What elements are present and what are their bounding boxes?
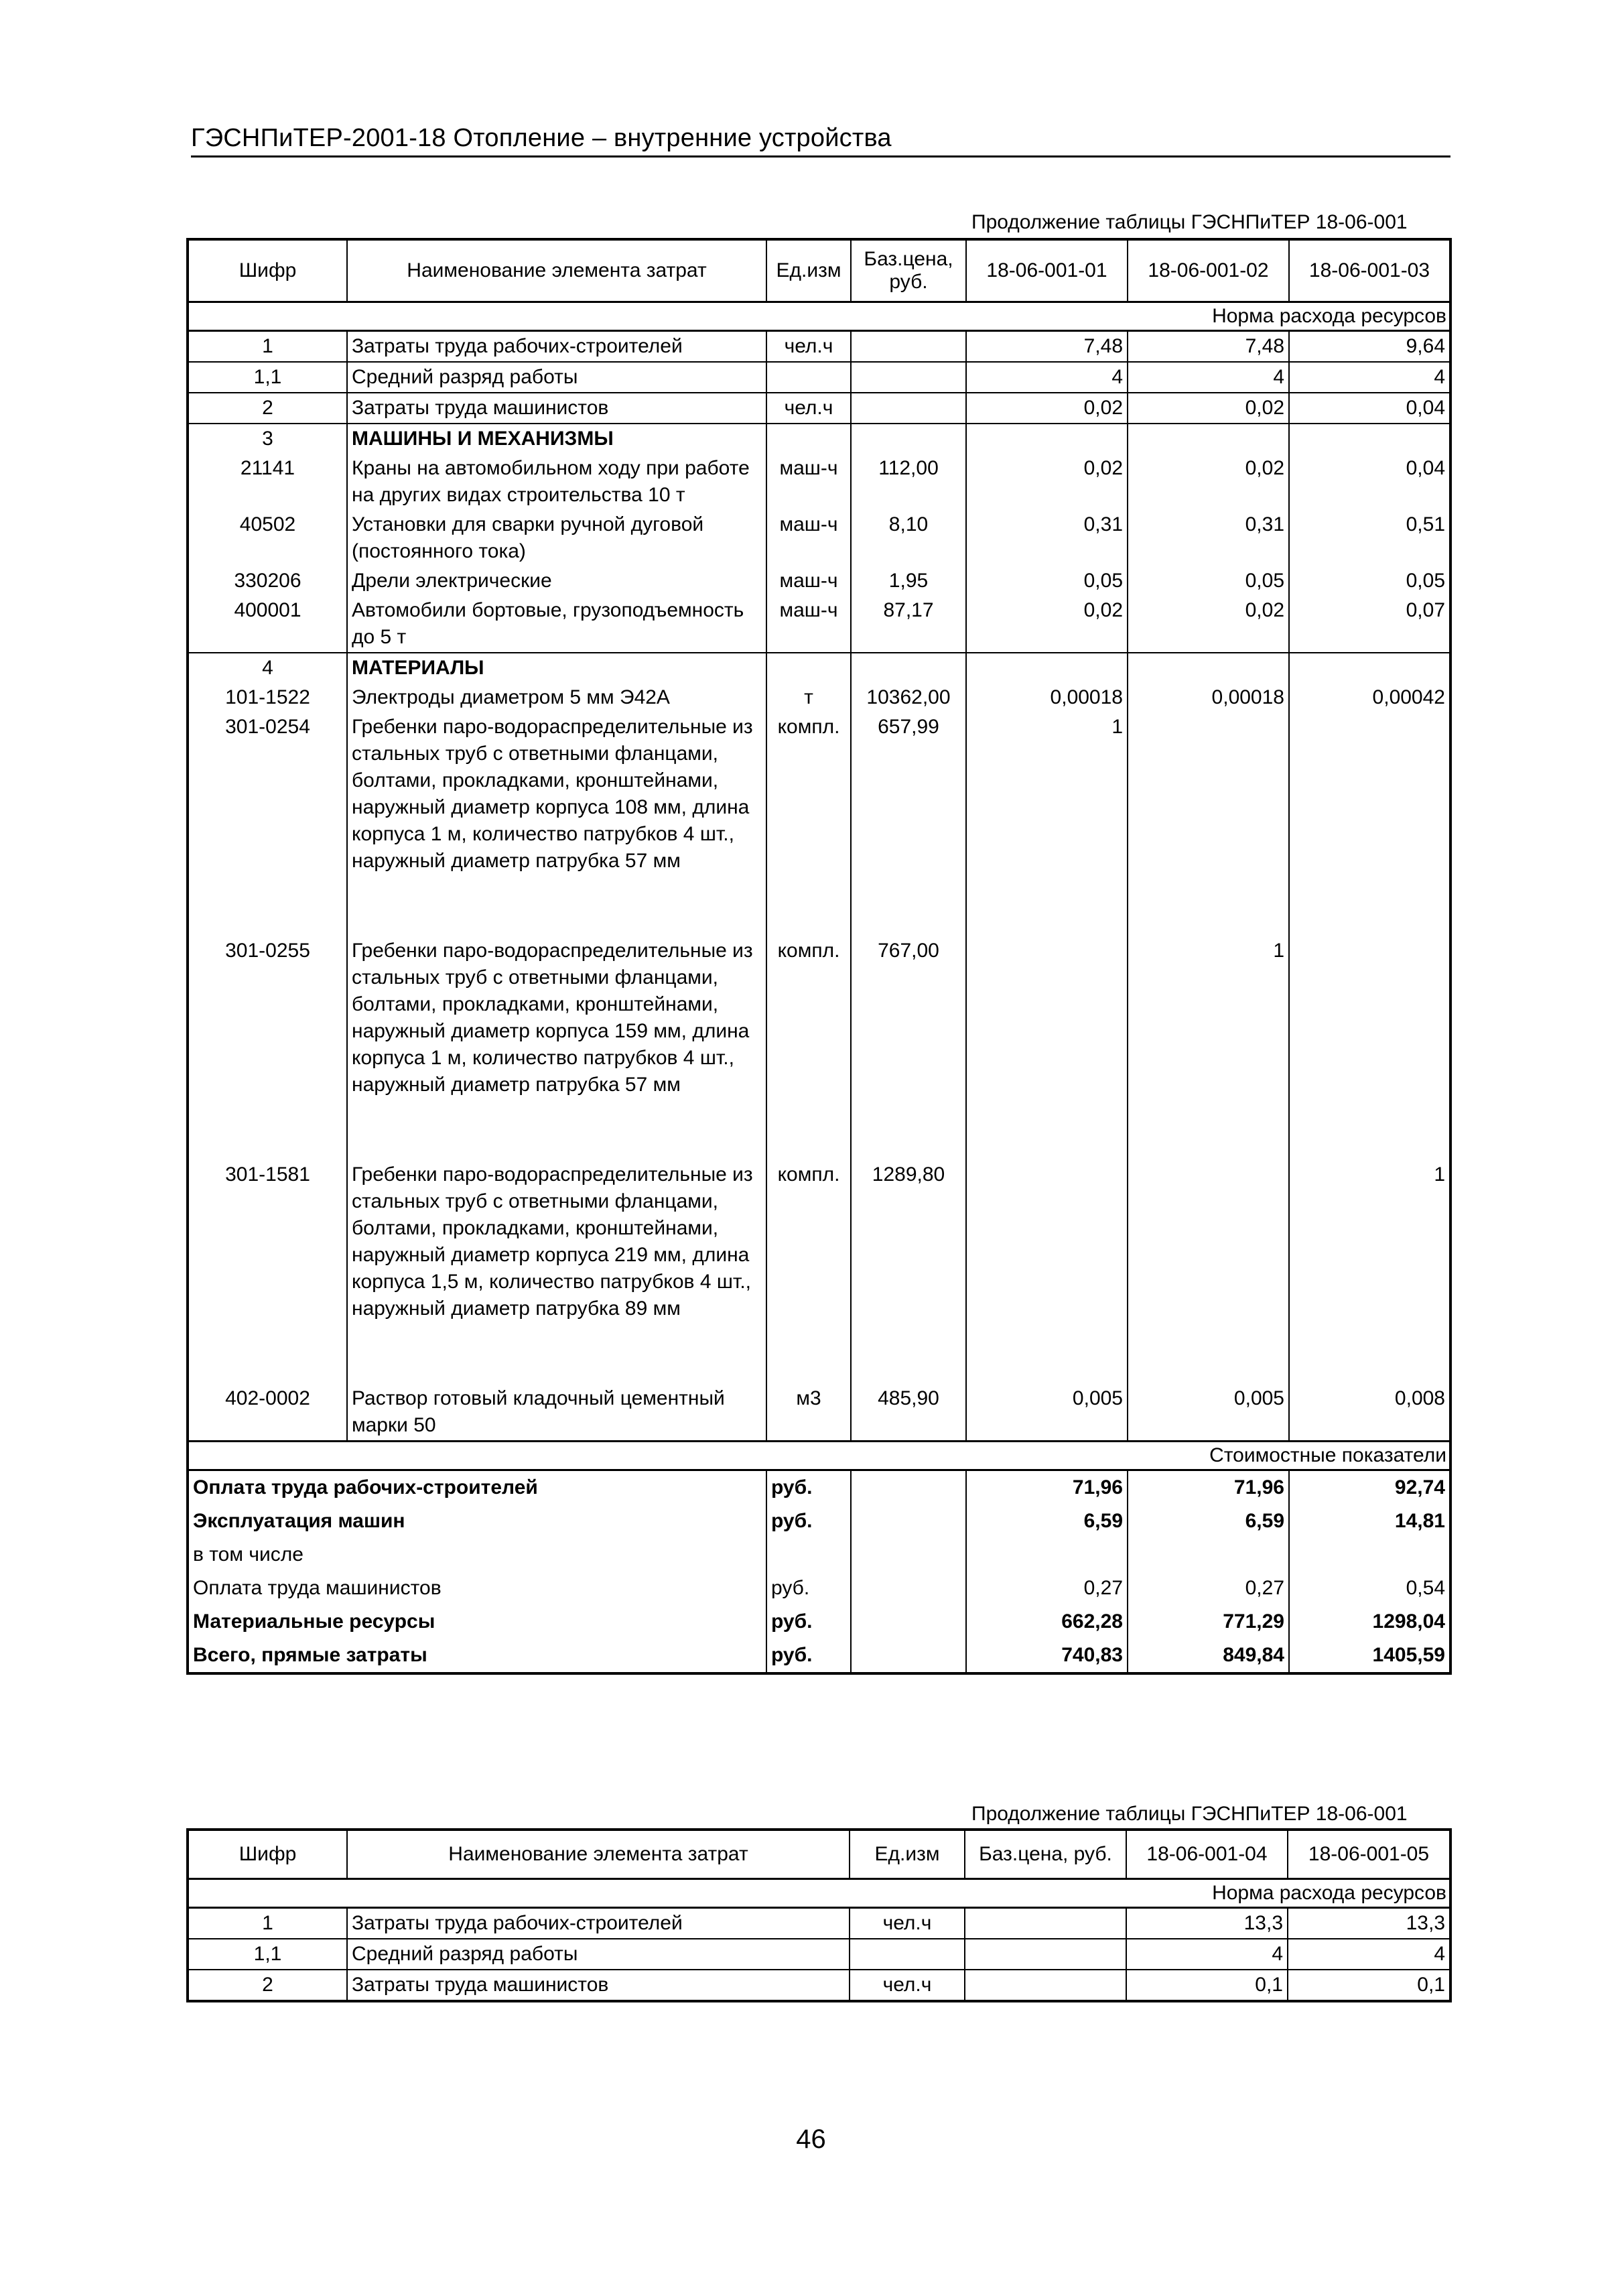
row-norm-03 xyxy=(1289,653,1450,683)
row-code: 1,1 xyxy=(188,1939,347,1970)
row-name: Средний разряд работы xyxy=(347,362,766,393)
row-code: 1,1 xyxy=(188,362,347,393)
row-code: 301-0254 xyxy=(188,712,347,936)
row-norm-02: 0,00018 xyxy=(1128,683,1289,712)
row-price: 10362,00 xyxy=(851,683,966,712)
summary-value-03 xyxy=(1289,1538,1450,1572)
row-price: 112,00 xyxy=(851,454,966,510)
summary-row xyxy=(188,1538,1450,1572)
row-norm-02: 7,48 xyxy=(1128,331,1289,363)
row-unit: чел.ч xyxy=(850,1970,965,2001)
col-header-norm-05: 18-06-001-05 xyxy=(1288,1830,1450,1879)
summary-unit xyxy=(766,1538,851,1572)
row-name: Краны на автомобильном ходу при работе на других видах строительства 10 т xyxy=(347,454,766,510)
row-norm-02: 0,31 xyxy=(1128,510,1289,566)
section-norm-row xyxy=(188,302,1450,331)
row-unit xyxy=(766,362,851,393)
col-header-name: Наименование элемента затрат xyxy=(347,239,766,302)
row-price: 485,90 xyxy=(851,1384,966,1442)
row-unit: чел.ч xyxy=(766,331,851,363)
table-row xyxy=(188,454,1450,510)
summary-empty xyxy=(851,1639,966,1673)
row-price xyxy=(965,1908,1126,1939)
table-header-row xyxy=(188,1830,1450,1879)
row-name: Затраты труда машинистов xyxy=(347,1970,850,2001)
summary-value-02: 6,59 xyxy=(1128,1505,1289,1538)
col-header-norm-02: 18-06-001-02 xyxy=(1128,239,1289,302)
summary-name: Эксплуатация машин xyxy=(188,1505,766,1538)
summary-value-01 xyxy=(966,1538,1128,1572)
row-name: Автомобили бортовые, грузоподъемность до 5 т xyxy=(347,596,766,653)
table-row xyxy=(188,1384,1450,1442)
row-name: Дрели электрические xyxy=(347,566,766,596)
table-row xyxy=(188,510,1450,566)
table-row xyxy=(188,1908,1450,1939)
row-unit: чел.ч xyxy=(766,393,851,424)
row-norm-03 xyxy=(1289,712,1450,936)
table-row xyxy=(188,712,1450,936)
row-price xyxy=(851,424,966,454)
summary-empty xyxy=(851,1605,966,1639)
summary-value-02: 71,96 xyxy=(1128,1470,1289,1505)
table2-caption: Продолжение таблицы ГЭСНПиТЕР 18-06-001 xyxy=(971,1803,1408,1825)
row-unit xyxy=(766,653,851,683)
col-header-unit: Ед.изм xyxy=(766,239,851,302)
row-norm-03: 0,008 xyxy=(1289,1384,1450,1442)
row-price xyxy=(851,331,966,363)
row-unit: маш-ч xyxy=(766,454,851,510)
summary-empty xyxy=(851,1470,966,1505)
row-code: 301-0255 xyxy=(188,936,347,1160)
row-code: 4 xyxy=(188,653,347,683)
row-norm-02: 0,02 xyxy=(1128,454,1289,510)
row-norm-04: 0,1 xyxy=(1126,1970,1288,2001)
table-row xyxy=(188,424,1450,454)
row-code: 402-0002 xyxy=(188,1384,347,1442)
summary-value-03: 1298,04 xyxy=(1289,1605,1450,1639)
summary-value-01: 662,28 xyxy=(966,1605,1128,1639)
row-norm-01 xyxy=(966,424,1128,454)
row-norm-01: 0,05 xyxy=(966,566,1128,596)
row-norm-01: 4 xyxy=(966,362,1128,393)
table-row xyxy=(188,393,1450,424)
col-header-name: Наименование элемента затрат xyxy=(347,1830,850,1879)
row-name: Гребенки паро-водораспределительные из стальных труб с ответными фланцами, болтами, прокладками, кронштейнами, наружный диаметр корпуса 108 мм, длина корпуса 1 м, количество патрубков 4 шт., наружный диаметр патрубка 57 мм xyxy=(347,712,766,936)
table-row xyxy=(188,362,1450,393)
row-unit: компл. xyxy=(766,712,851,936)
summary-unit: руб. xyxy=(766,1639,851,1673)
col-header-code: Шифр xyxy=(188,1830,347,1879)
row-price: 1289,80 xyxy=(851,1160,966,1384)
row-name: МАШИНЫ И МЕХАНИЗМЫ xyxy=(347,424,766,454)
summary-value-03: 1405,59 xyxy=(1289,1639,1450,1673)
summary-empty xyxy=(851,1505,966,1538)
table-row xyxy=(188,653,1450,683)
row-unit: м3 xyxy=(766,1384,851,1442)
row-name: Затраты труда рабочих-строителей xyxy=(347,331,766,363)
row-name: Гребенки паро-водораспределительные из стальных труб с ответными фланцами, болтами, прокладками, кронштейнами, наружный диаметр корпуса 219 мм, длина корпуса 1,5 м, количество патрубков 4 шт., наружный диаметр патрубка 89 мм xyxy=(347,1160,766,1384)
row-price: 767,00 xyxy=(851,936,966,1160)
col-header-code: Шифр xyxy=(188,239,347,302)
summary-row xyxy=(188,1572,1450,1605)
row-price xyxy=(851,653,966,683)
row-norm-03: 1 xyxy=(1289,1160,1450,1384)
row-code: 301-1581 xyxy=(188,1160,347,1384)
table-row xyxy=(188,331,1450,363)
row-norm-01 xyxy=(966,653,1128,683)
row-norm-03: 0,00042 xyxy=(1289,683,1450,712)
row-norm-05: 13,3 xyxy=(1288,1908,1450,1939)
row-code: 400001 xyxy=(188,596,347,653)
row-price xyxy=(965,1939,1126,1970)
section-norm-label: Норма расхода ресурсов xyxy=(188,302,1450,331)
row-norm-03: 0,04 xyxy=(1289,393,1450,424)
row-norm-02: 0,05 xyxy=(1128,566,1289,596)
summary-value-02: 0,27 xyxy=(1128,1572,1289,1605)
col-header-price: Баз.цена, руб. xyxy=(965,1830,1126,1879)
row-name: Средний разряд работы xyxy=(347,1939,850,1970)
summary-name: Всего, прямые затраты xyxy=(188,1639,766,1673)
running-header: ГЭСНПиТЕР-2001-18 Отопление – внутренние устройства xyxy=(191,124,892,152)
row-norm-01: 0,02 xyxy=(966,393,1128,424)
row-norm-03: 0,51 xyxy=(1289,510,1450,566)
row-code: 2 xyxy=(188,393,347,424)
row-norm-03: 0,07 xyxy=(1289,596,1450,653)
table-row xyxy=(188,936,1450,1160)
row-norm-02: 0,02 xyxy=(1128,596,1289,653)
summary-row xyxy=(188,1505,1450,1538)
row-price xyxy=(965,1970,1126,2001)
summary-value-02 xyxy=(1128,1538,1289,1572)
section-cost-label: Стоимостные показатели xyxy=(188,1442,1450,1470)
summary-empty xyxy=(851,1538,966,1572)
row-unit: компл. xyxy=(766,936,851,1160)
row-price: 8,10 xyxy=(851,510,966,566)
summary-name: Оплата труда машинистов xyxy=(188,1572,766,1605)
summary-name: Оплата труда рабочих-строителей xyxy=(188,1470,766,1505)
row-norm-01 xyxy=(966,1160,1128,1384)
row-norm-01: 0,005 xyxy=(966,1384,1128,1442)
row-price xyxy=(851,362,966,393)
summary-value-02: 771,29 xyxy=(1128,1605,1289,1639)
row-norm-02 xyxy=(1128,712,1289,936)
summary-unit: руб. xyxy=(766,1572,851,1605)
table-header-row xyxy=(188,239,1450,302)
row-price: 1,95 xyxy=(851,566,966,596)
row-name: Затраты труда машинистов xyxy=(347,393,766,424)
summary-value-02: 849,84 xyxy=(1128,1639,1289,1673)
row-norm-01: 0,31 xyxy=(966,510,1128,566)
summary-unit: руб. xyxy=(766,1505,851,1538)
resource-norms-table-1 xyxy=(186,238,1452,1675)
row-code: 2 xyxy=(188,1970,347,2001)
row-norm-01: 1 xyxy=(966,712,1128,936)
section-cost-row xyxy=(188,1442,1450,1470)
header-rule xyxy=(191,155,1450,157)
row-norm-01: 7,48 xyxy=(966,331,1128,363)
row-norm-01: 0,00018 xyxy=(966,683,1128,712)
table-row xyxy=(188,1939,1450,1970)
row-code: 101-1522 xyxy=(188,683,347,712)
row-name: Гребенки паро-водораспределительные из стальных труб с ответными фланцами, болтами, прокладками, кронштейнами, наружный диаметр корпуса 159 мм, длина корпуса 1 м, количество патрубков 4 шт., наружный диаметр патрубка 57 мм xyxy=(347,936,766,1160)
summary-row xyxy=(188,1470,1450,1505)
row-unit: маш-ч xyxy=(766,566,851,596)
summary-value-01: 740,83 xyxy=(966,1639,1128,1673)
row-norm-02 xyxy=(1128,424,1289,454)
col-header-norm-04: 18-06-001-04 xyxy=(1126,1830,1288,1879)
row-norm-01: 0,02 xyxy=(966,454,1128,510)
row-name: МАТЕРИАЛЫ xyxy=(347,653,766,683)
row-price: 657,99 xyxy=(851,712,966,936)
row-unit: компл. xyxy=(766,1160,851,1384)
summary-row xyxy=(188,1605,1450,1639)
col-header-norm-03: 18-06-001-03 xyxy=(1289,239,1450,302)
row-name: Затраты труда рабочих-строителей xyxy=(347,1908,850,1939)
row-code: 3 xyxy=(188,424,347,454)
summary-value-03: 92,74 xyxy=(1289,1470,1450,1505)
row-norm-01: 0,02 xyxy=(966,596,1128,653)
row-norm-02: 0,005 xyxy=(1128,1384,1289,1442)
row-unit: маш-ч xyxy=(766,596,851,653)
row-norm-03: 9,64 xyxy=(1289,331,1450,363)
table-row xyxy=(188,683,1450,712)
row-norm-03: 0,04 xyxy=(1289,454,1450,510)
row-norm-03: 0,05 xyxy=(1289,566,1450,596)
row-norm-01 xyxy=(966,936,1128,1160)
summary-value-03: 0,54 xyxy=(1289,1572,1450,1605)
row-unit: т xyxy=(766,683,851,712)
summary-name: в том числе xyxy=(188,1538,766,1572)
row-norm-02: 1 xyxy=(1128,936,1289,1160)
col-header-unit: Ед.изм xyxy=(850,1830,965,1879)
row-price xyxy=(851,393,966,424)
row-norm-02 xyxy=(1128,653,1289,683)
row-unit: маш-ч xyxy=(766,510,851,566)
page-number: 46 xyxy=(796,2124,826,2154)
table1-caption: Продолжение таблицы ГЭСНПиТЕР 18-06-001 xyxy=(971,211,1408,233)
row-code: 1 xyxy=(188,1908,347,1939)
summary-unit: руб. xyxy=(766,1605,851,1639)
row-code: 1 xyxy=(188,331,347,363)
summary-value-01: 6,59 xyxy=(966,1505,1128,1538)
table-row xyxy=(188,1160,1450,1384)
section-norm-label: Норма расхода ресурсов xyxy=(188,1879,1450,1908)
row-unit xyxy=(850,1939,965,1970)
row-norm-04: 13,3 xyxy=(1126,1908,1288,1939)
row-norm-04: 4 xyxy=(1126,1939,1288,1970)
summary-empty xyxy=(851,1572,966,1605)
row-norm-02: 4 xyxy=(1128,362,1289,393)
section-norm-row xyxy=(188,1879,1450,1908)
summary-unit: руб. xyxy=(766,1470,851,1505)
table-row xyxy=(188,1970,1450,2001)
row-code: 21141 xyxy=(188,454,347,510)
row-norm-02 xyxy=(1128,1160,1289,1384)
row-norm-03 xyxy=(1289,424,1450,454)
resource-norms-table-2 xyxy=(186,1828,1452,2002)
row-norm-05: 4 xyxy=(1288,1939,1450,1970)
row-name: Раствор готовый кладочный цементный марки 50 xyxy=(347,1384,766,1442)
col-header-price: Баз.цена, руб. xyxy=(851,239,966,302)
row-code: 40502 xyxy=(188,510,347,566)
row-norm-03 xyxy=(1289,936,1450,1160)
summary-row xyxy=(188,1639,1450,1673)
row-code: 330206 xyxy=(188,566,347,596)
summary-value-01: 71,96 xyxy=(966,1470,1128,1505)
summary-name: Материальные ресурсы xyxy=(188,1605,766,1639)
row-unit: чел.ч xyxy=(850,1908,965,1939)
summary-value-03: 14,81 xyxy=(1289,1505,1450,1538)
row-name: Установки для сварки ручной дуговой (постоянного тока) xyxy=(347,510,766,566)
row-name: Электроды диаметром 5 мм Э42А xyxy=(347,683,766,712)
row-norm-05: 0,1 xyxy=(1288,1970,1450,2001)
row-norm-03: 4 xyxy=(1289,362,1450,393)
row-price: 87,17 xyxy=(851,596,966,653)
summary-value-01: 0,27 xyxy=(966,1572,1128,1605)
row-unit xyxy=(766,424,851,454)
table-row xyxy=(188,566,1450,596)
col-header-norm-01: 18-06-001-01 xyxy=(966,239,1128,302)
row-norm-02: 0,02 xyxy=(1128,393,1289,424)
table-row xyxy=(188,596,1450,653)
